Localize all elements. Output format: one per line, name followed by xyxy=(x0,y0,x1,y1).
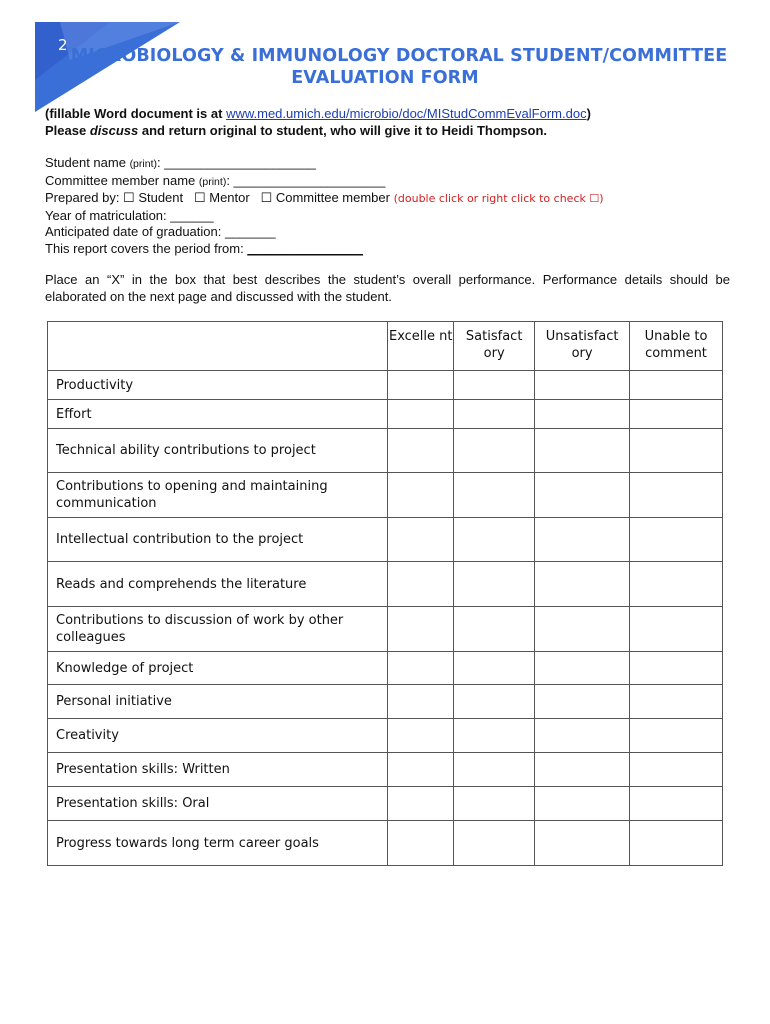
checkbox-committee[interactable]: ☐ xyxy=(260,190,273,205)
rating-cell[interactable] xyxy=(535,473,630,518)
rating-cell[interactable] xyxy=(630,518,723,562)
rating-cell[interactable] xyxy=(535,429,630,473)
form-link[interactable]: www.med.umich.edu/microbio/doc/MIStudCommEvalForm.doc xyxy=(226,106,587,121)
rating-cell[interactable] xyxy=(454,719,535,753)
form-title-line1: MICROBIOLOGY & IMMUNOLOGY DOCTORAL STUDENT/COMMITTEE xyxy=(70,46,728,66)
info-fields xyxy=(45,155,745,257)
rating-cell[interactable] xyxy=(535,400,630,429)
table-row xyxy=(48,787,723,821)
check-instruction-note: (double click or right click to check ☐) xyxy=(393,192,604,205)
rating-cell[interactable] xyxy=(630,473,723,518)
table-row xyxy=(48,753,723,787)
column-header: Unsatisfact ory xyxy=(535,322,630,371)
rating-cell[interactable] xyxy=(388,400,454,429)
rating-cell[interactable] xyxy=(454,518,535,562)
table-row xyxy=(48,562,723,607)
rating-cell[interactable] xyxy=(388,719,454,753)
criterion-label: Effort xyxy=(48,400,388,429)
student-option-label: Student xyxy=(134,190,184,205)
rating-cell[interactable] xyxy=(388,562,454,607)
rating-cell[interactable] xyxy=(535,719,630,753)
table-row xyxy=(48,473,723,518)
criterion-label: Contributions to discussion of work by other colleagues xyxy=(48,607,388,652)
please-text: Please xyxy=(45,123,90,138)
rating-cell[interactable] xyxy=(630,371,723,400)
rating-cell[interactable] xyxy=(535,518,630,562)
discuss-text: discuss xyxy=(89,123,139,138)
instructions-text: Place an “X” in the box that best describes the student’s overall performance. Performance details should be elaborated on the next page and discussed with the student. xyxy=(45,272,730,304)
criterion-label: Presentation skills: Oral xyxy=(48,787,388,821)
rating-cell[interactable] xyxy=(388,685,454,719)
print-hint: (print) xyxy=(198,175,227,188)
page-number: 2 xyxy=(58,36,68,54)
prepared-by-label: Prepared by: xyxy=(45,190,124,205)
rating-cell[interactable] xyxy=(454,473,535,518)
student-name-label: Student name xyxy=(45,155,130,170)
committee-name-label: Committee member name xyxy=(45,172,199,188)
fillable-suffix: ) xyxy=(586,106,591,121)
rating-cell[interactable] xyxy=(630,652,723,685)
committee-name-line: : _____________________ xyxy=(226,172,386,188)
criterion-label: Intellectual contribution to the project xyxy=(48,518,388,562)
criterion-label: Reads and comprehends the literature xyxy=(48,562,388,607)
period-line: ________________ xyxy=(247,240,363,256)
table-row xyxy=(48,719,723,753)
form-title-line2: EVALUATION FORM xyxy=(291,68,479,88)
rating-cell[interactable] xyxy=(454,753,535,787)
rating-cell[interactable] xyxy=(388,607,454,652)
rating-cell[interactable] xyxy=(630,685,723,719)
rating-cell[interactable] xyxy=(630,821,723,866)
criterion-label: Presentation skills: Written xyxy=(48,753,388,787)
rating-cell[interactable] xyxy=(535,685,630,719)
criterion-label: Progress towards long term career goals xyxy=(48,821,388,866)
student-name-line: : _____________________ xyxy=(156,155,317,170)
period-field[interactable] xyxy=(45,241,745,258)
evaluation-table xyxy=(47,321,723,866)
rating-cell[interactable] xyxy=(454,685,535,719)
checkbox-mentor[interactable]: ☐ xyxy=(193,190,206,205)
rating-cell[interactable] xyxy=(454,821,535,866)
table-row xyxy=(48,429,723,473)
rating-cell[interactable] xyxy=(535,821,630,866)
rating-cell[interactable] xyxy=(535,562,630,607)
mentor-option-label: Mentor xyxy=(205,190,250,205)
rating-cell[interactable] xyxy=(535,371,630,400)
table-row xyxy=(48,821,723,866)
rating-cell[interactable] xyxy=(630,400,723,429)
criterion-label: Productivity xyxy=(48,371,388,400)
rating-cell[interactable] xyxy=(388,821,454,866)
year-field[interactable]: Year of matriculation: ______ xyxy=(45,207,214,223)
rating-cell[interactable] xyxy=(454,787,535,821)
rating-cell[interactable] xyxy=(388,429,454,473)
rating-cell[interactable] xyxy=(388,652,454,685)
form-title xyxy=(30,45,740,89)
rating-cell[interactable] xyxy=(454,400,535,429)
period-label: This report covers the period from: xyxy=(45,240,248,256)
rating-cell[interactable] xyxy=(388,518,454,562)
rating-cell[interactable] xyxy=(388,753,454,787)
rating-cell[interactable] xyxy=(388,473,454,518)
rating-cell[interactable] xyxy=(630,429,723,473)
rating-cell[interactable] xyxy=(630,719,723,753)
column-header: Unable to comment xyxy=(630,322,723,371)
table-row xyxy=(48,607,723,652)
table-row xyxy=(48,652,723,685)
rating-cell[interactable] xyxy=(535,607,630,652)
graduation-field[interactable]: Anticipated date of graduation: _______ xyxy=(45,224,276,239)
fillable-prefix: (fillable Word document is at xyxy=(45,106,227,121)
rating-cell[interactable] xyxy=(630,753,723,787)
table-row xyxy=(48,518,723,562)
rating-cell[interactable] xyxy=(454,371,535,400)
table-header-row xyxy=(48,322,723,371)
rating-cell[interactable] xyxy=(535,787,630,821)
rating-cell[interactable] xyxy=(535,753,630,787)
student-name-field[interactable] xyxy=(45,155,745,173)
rating-cell[interactable] xyxy=(630,562,723,607)
criterion-label: Personal initiative xyxy=(48,685,388,719)
rating-cell[interactable] xyxy=(630,787,723,821)
criterion-label: Contributions to opening and maintaining communication xyxy=(48,473,388,518)
rating-cell[interactable] xyxy=(454,562,535,607)
rating-cell[interactable] xyxy=(454,429,535,473)
table-row xyxy=(48,400,723,429)
table-row xyxy=(48,371,723,400)
checkbox-student[interactable]: ☐ xyxy=(123,190,135,205)
rating-cell[interactable] xyxy=(388,371,454,400)
return-note xyxy=(45,122,745,139)
intro-block xyxy=(45,105,745,139)
committee-option-label: Committee member xyxy=(272,190,394,205)
print-hint: (print) xyxy=(129,158,157,170)
committee-name-field[interactable] xyxy=(45,173,745,191)
table-row xyxy=(48,685,723,719)
column-header: Excelle nt xyxy=(388,322,454,371)
criterion-label: Creativity xyxy=(48,719,388,753)
rating-cell[interactable] xyxy=(388,787,454,821)
rating-cell[interactable] xyxy=(535,652,630,685)
rating-cell[interactable] xyxy=(454,652,535,685)
prepared-by-row xyxy=(45,190,745,208)
rating-cell[interactable] xyxy=(454,607,535,652)
criterion-label: Technical ability contributions to project xyxy=(48,429,388,473)
criterion-label: Knowledge of project xyxy=(48,652,388,685)
return-text: and return original to student, who will give it to Heidi Thompson. xyxy=(138,123,548,138)
header-criteria-blank xyxy=(48,322,388,371)
fillable-note xyxy=(45,105,745,122)
rating-cell[interactable] xyxy=(630,607,723,652)
column-header: Satisfact ory xyxy=(454,322,535,371)
